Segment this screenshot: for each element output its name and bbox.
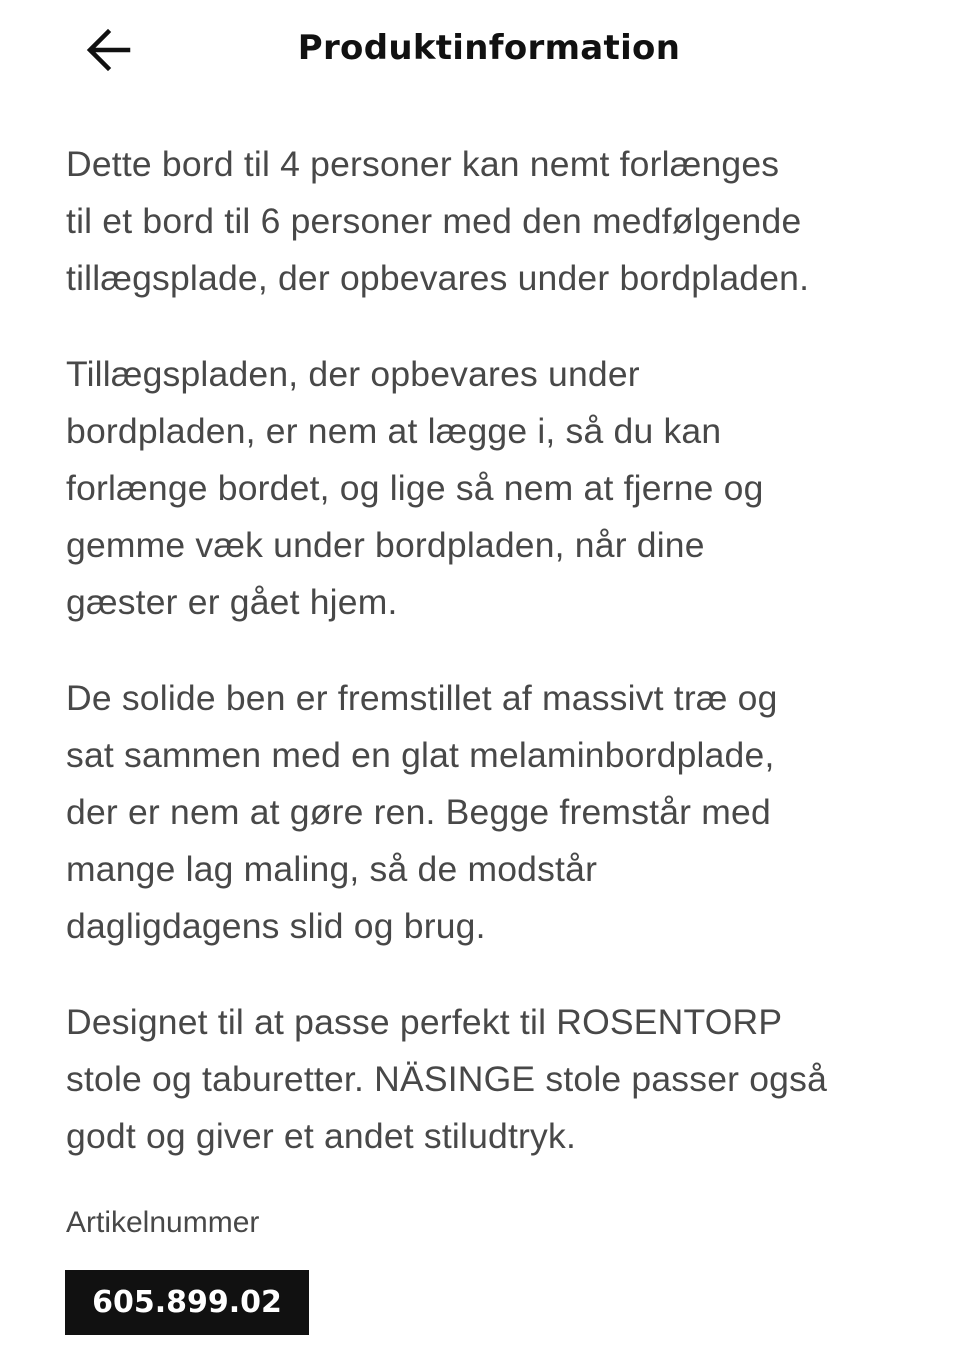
page-title: Produktinformation [297, 28, 681, 68]
text-line: godt og giver et andet stiludtryk. [66, 1116, 577, 1156]
text-line: der er nem at gøre ren. Begge fremstår med [66, 792, 771, 832]
paragraph [66, 670, 926, 955]
text-line: dagligdagens slid og brug. [66, 906, 486, 946]
text-line: mange lag maling, så de modstår [66, 849, 598, 889]
text-line: sat sammen med en glat melaminbordplade, [66, 735, 775, 775]
paragraph [66, 136, 926, 307]
paragraph [66, 346, 926, 631]
text-line: Dette bord til 4 personer kan nemt forlænges [66, 144, 780, 184]
text-line: bordpladen, er nem at lægge i, så du kan [66, 411, 722, 451]
text-line: stole og taburetter. NÄSINGE stole passer også [66, 1059, 828, 1099]
text-line: Tillægspladen, der opbevares under [66, 354, 640, 394]
text-line: De solide ben er fremstillet af massivt træ og [66, 678, 778, 718]
header [0, 0, 960, 100]
paragraph [66, 994, 926, 1165]
text-line: tillægsplade, der opbevares under bordpladen. [66, 258, 810, 298]
text-line: Designet til at passe perfekt til ROSENTORP [66, 1002, 783, 1042]
text-line: gæster er gået hjem. [66, 582, 398, 622]
article-number-badge: 605.899.02 [65, 1270, 309, 1335]
text-line: forlænge bordet, og lige så nem at fjerne og [66, 468, 764, 508]
product-description [66, 136, 926, 1204]
article-number-label: Artikelnummer [66, 1206, 260, 1239]
text-line: til et bord til 6 personer med den medfølgende [66, 201, 802, 241]
text-line: gemme væk under bordpladen, når dine [66, 525, 705, 565]
